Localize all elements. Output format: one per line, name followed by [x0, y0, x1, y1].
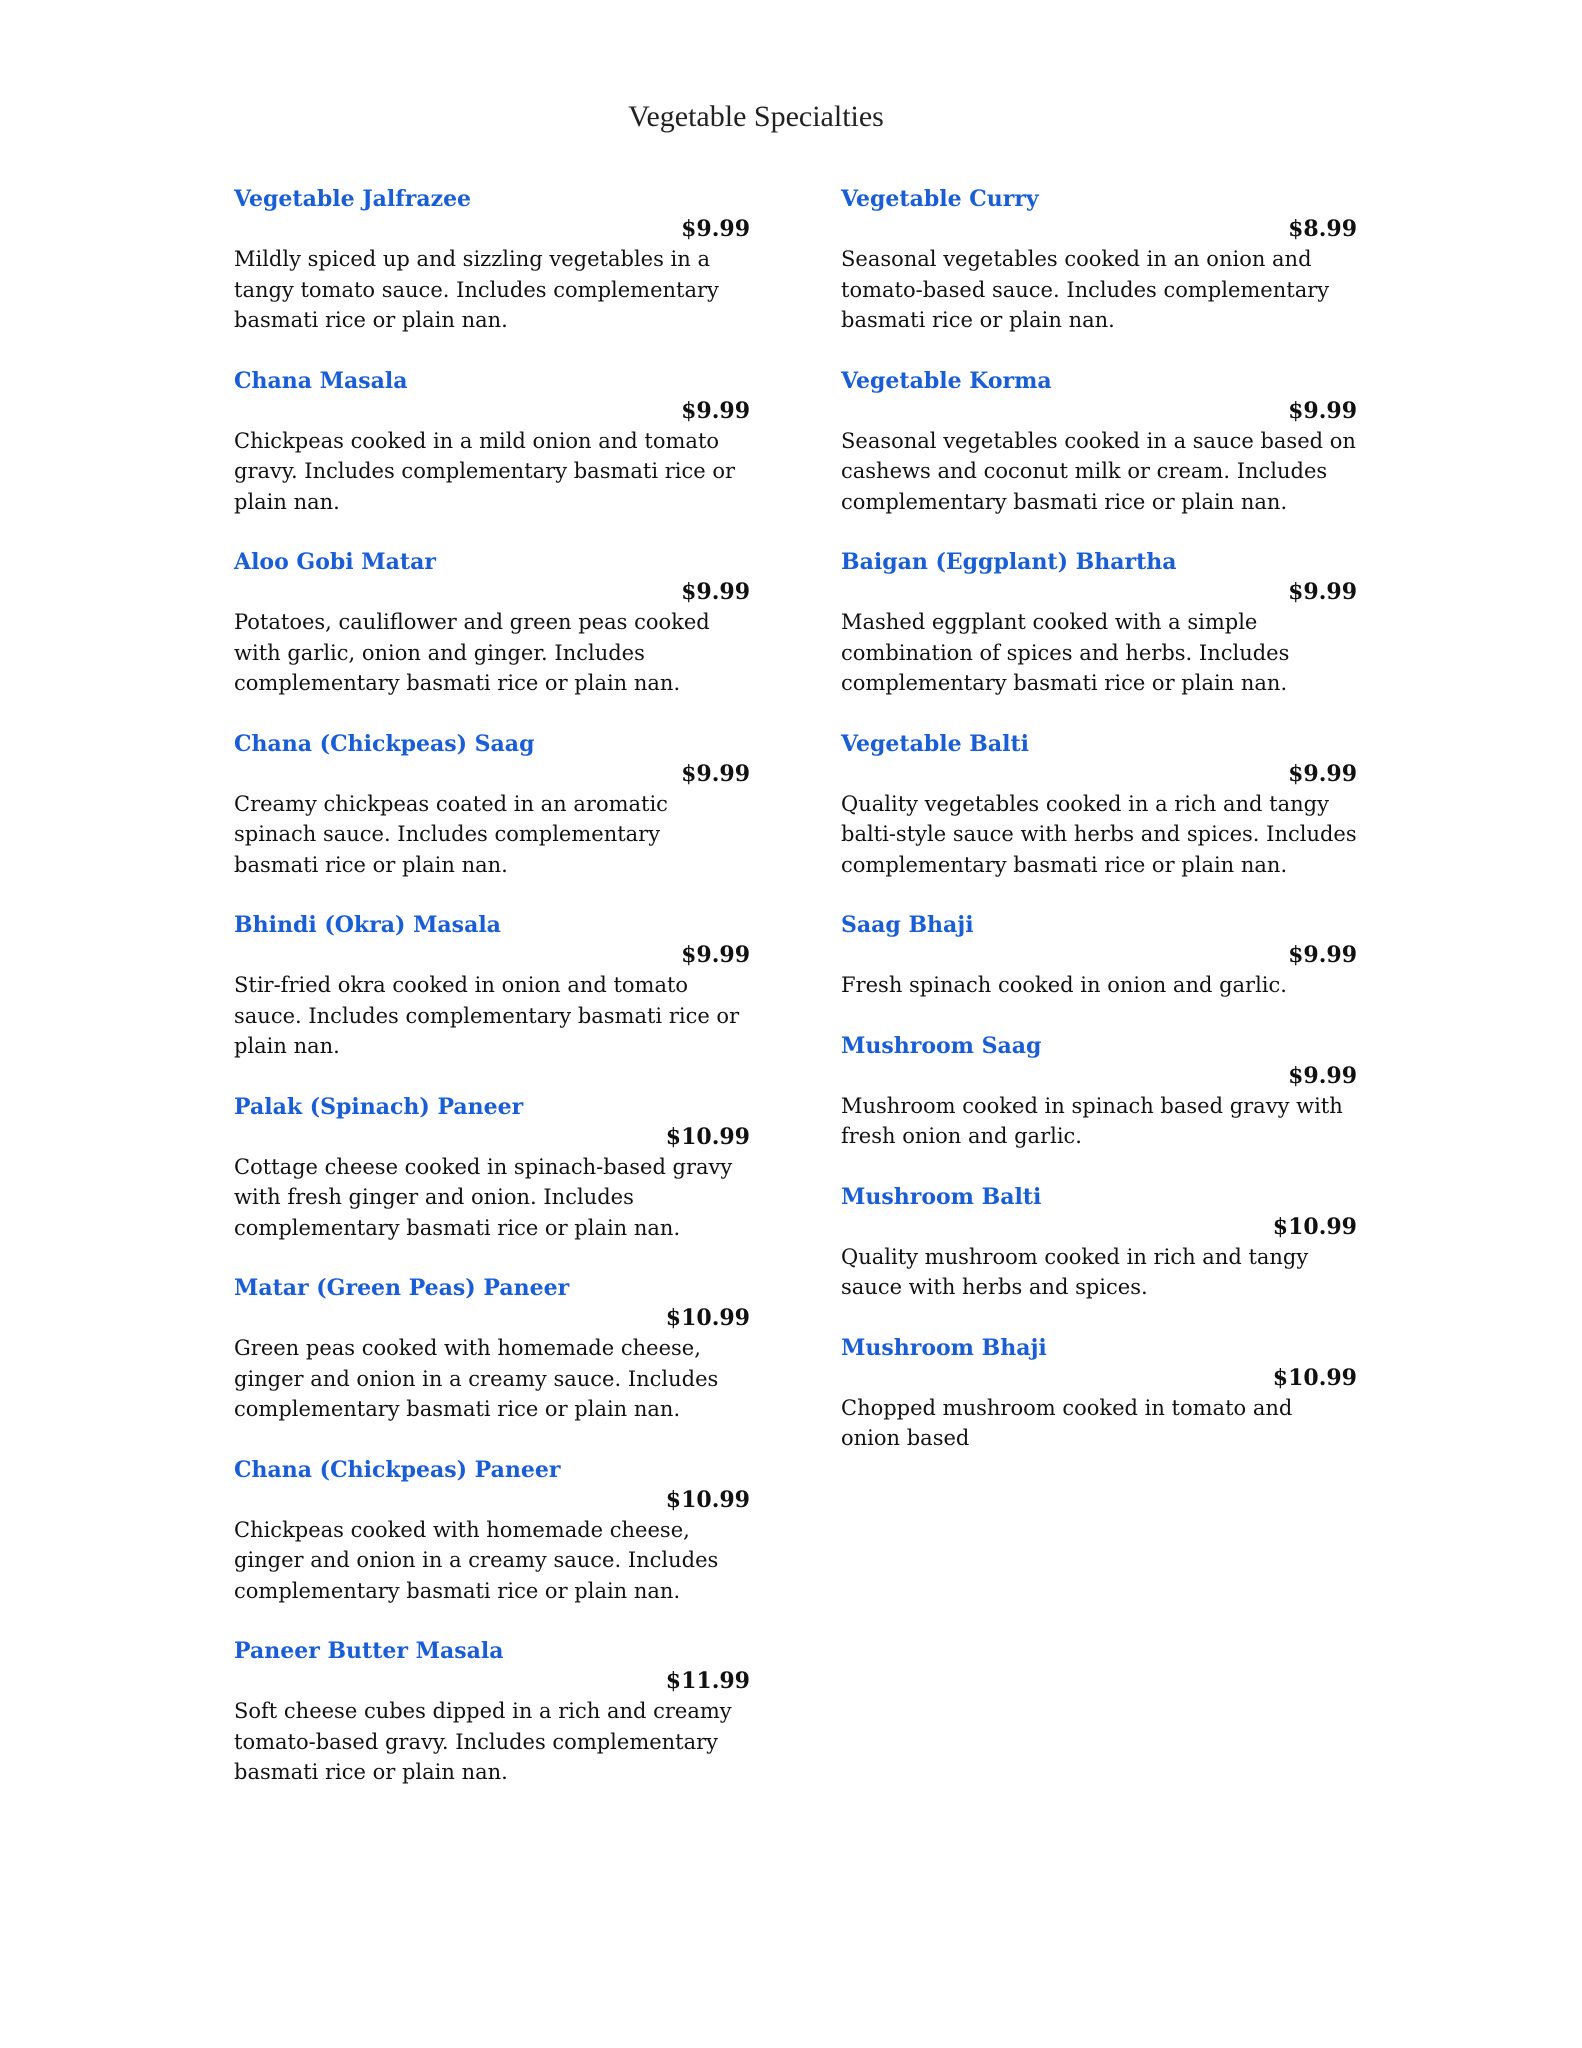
menu-item	[234, 729, 750, 881]
item-name: Baigan (Eggplant) Bhartha	[841, 549, 1177, 575]
item-description: Cottage cheese cooked in spinach-based gravy with fresh ginger and onion. Includes complementary basmati rice or plain nan.	[234, 1154, 733, 1240]
item-name: Palak (Spinach) Paneer	[234, 1093, 524, 1120]
menu-item	[841, 1182, 1357, 1303]
item-price: $9.99	[1288, 942, 1357, 968]
item-description: Soft cheese cubes dipped in a rich and creamy tomato-based gravy. Includes complementary basmati rice or plain nan.	[234, 1699, 732, 1784]
menu-item	[234, 1092, 750, 1244]
item-price: $10.99	[665, 1486, 750, 1513]
item-name: Saag Bhaji	[841, 912, 974, 938]
menu-item	[841, 1333, 1357, 1454]
item-price: $9.99	[681, 942, 750, 968]
menu-item	[841, 547, 1357, 699]
item-price: $9.99	[1288, 397, 1357, 424]
page-title: Vegetable Specialties	[628, 100, 884, 133]
item-name: Vegetable Curry	[841, 186, 1039, 212]
item-description: Chopped mushroom cooked in tomato and onion based	[841, 1395, 1293, 1450]
item-name: Vegetable Jalfrazee	[234, 186, 472, 212]
item-description: Creamy chickpeas coated in an aromatic spinach sauce. Includes complementary basmati rice or plain nan.	[234, 791, 668, 877]
item-price: $9.99	[681, 579, 750, 605]
item-name: Chana (Chickpeas) Saag	[234, 730, 535, 757]
item-name: Mushroom Balti	[841, 1183, 1042, 1210]
item-price: $9.99	[681, 216, 750, 242]
menu-item	[234, 1455, 750, 1607]
item-name: Paneer Butter Masala	[234, 1638, 504, 1664]
item-price: $9.99	[681, 397, 750, 424]
item-name: Vegetable Korma	[841, 367, 1052, 394]
item-price: $11.99	[665, 1668, 750, 1694]
item-name: Vegetable Balti	[841, 730, 1029, 757]
item-description: Mildly spiced up and sizzling vegetables in a tangy tomato sauce. Includes complementary basmati rice or plain nan.	[234, 247, 719, 332]
item-price: $10.99	[665, 1123, 750, 1150]
item-name: Chana Masala	[234, 367, 408, 394]
item-name: Matar (Green Peas) Paneer	[234, 1275, 570, 1301]
item-description: Seasonal vegetables cooked in an onion and tomato-based sauce. Includes complementary basmati rice or plain nan.	[841, 247, 1330, 332]
menu-item	[841, 366, 1357, 518]
item-description: Mushroom cooked in spinach based gravy with fresh onion and garlic.	[841, 1093, 1343, 1148]
item-price: $9.99	[1288, 760, 1357, 787]
item-price: $9.99	[1288, 1062, 1357, 1089]
menu-item	[234, 910, 750, 1062]
item-name: Mushroom Bhaji	[841, 1334, 1047, 1361]
item-price: $9.99	[681, 760, 750, 787]
menu-item	[234, 547, 750, 699]
item-description: Stir-fried okra cooked in onion and tomato sauce. Includes complementary basmati rice or plain nan.	[234, 973, 740, 1058]
item-price: $10.99	[665, 1305, 750, 1331]
item-price: $10.99	[1272, 1213, 1357, 1240]
item-price: $10.99	[1272, 1364, 1357, 1391]
item-description: Seasonal vegetables cooked in a sauce based on cashews and coconut milk or cream. Includes complementary basmati rice or plain nan.	[841, 428, 1356, 514]
menu-item	[841, 184, 1357, 336]
menu-column-left	[234, 184, 750, 1818]
item-description: Quality mushroom cooked in rich and tangy sauce with herbs and spices.	[841, 1244, 1309, 1299]
menu-item	[234, 184, 750, 336]
item-description: Fresh spinach cooked in onion and garlic.	[841, 973, 1287, 997]
menu-item	[234, 1636, 750, 1788]
item-description: Potatoes, cauliflower and green peas cooked with garlic, onion and ginger. Includes complementary basmati rice or plain nan.	[234, 610, 710, 695]
item-description: Quality vegetables cooked in a rich and tangy balti-style sauce with herbs and spices. Includes complementary basmati rice or plain nan.	[841, 791, 1357, 877]
item-name: Bhindi (Okra) Masala	[234, 912, 501, 938]
item-description: Green peas cooked with homemade cheese, ginger and onion in a creamy sauce. Includes complementary basmati rice or plain nan.	[234, 1336, 719, 1421]
menu-item	[841, 910, 1357, 1001]
menu-item	[841, 1031, 1357, 1152]
item-price: $8.99	[1288, 216, 1357, 242]
item-name: Mushroom Saag	[841, 1032, 1042, 1059]
menu-item	[234, 366, 750, 518]
item-description: Chickpeas cooked with homemade cheese, ginger and onion in a creamy sauce. Includes complementary basmati rice or plain nan.	[234, 1517, 719, 1603]
menu-item	[234, 1273, 750, 1425]
menu-item	[841, 729, 1357, 881]
item-name: Aloo Gobi Matar	[234, 549, 436, 575]
menu-column-right	[841, 184, 1357, 1484]
item-price: $9.99	[1288, 579, 1357, 605]
item-description: Mashed eggplant cooked with a simple combination of spices and herbs. Includes complementary basmati rice or plain nan.	[841, 610, 1290, 695]
item-description: Chickpeas cooked in a mild onion and tomato gravy. Includes complementary basmati rice or plain nan.	[234, 428, 736, 514]
item-name: Chana (Chickpeas) Paneer	[234, 1456, 561, 1483]
